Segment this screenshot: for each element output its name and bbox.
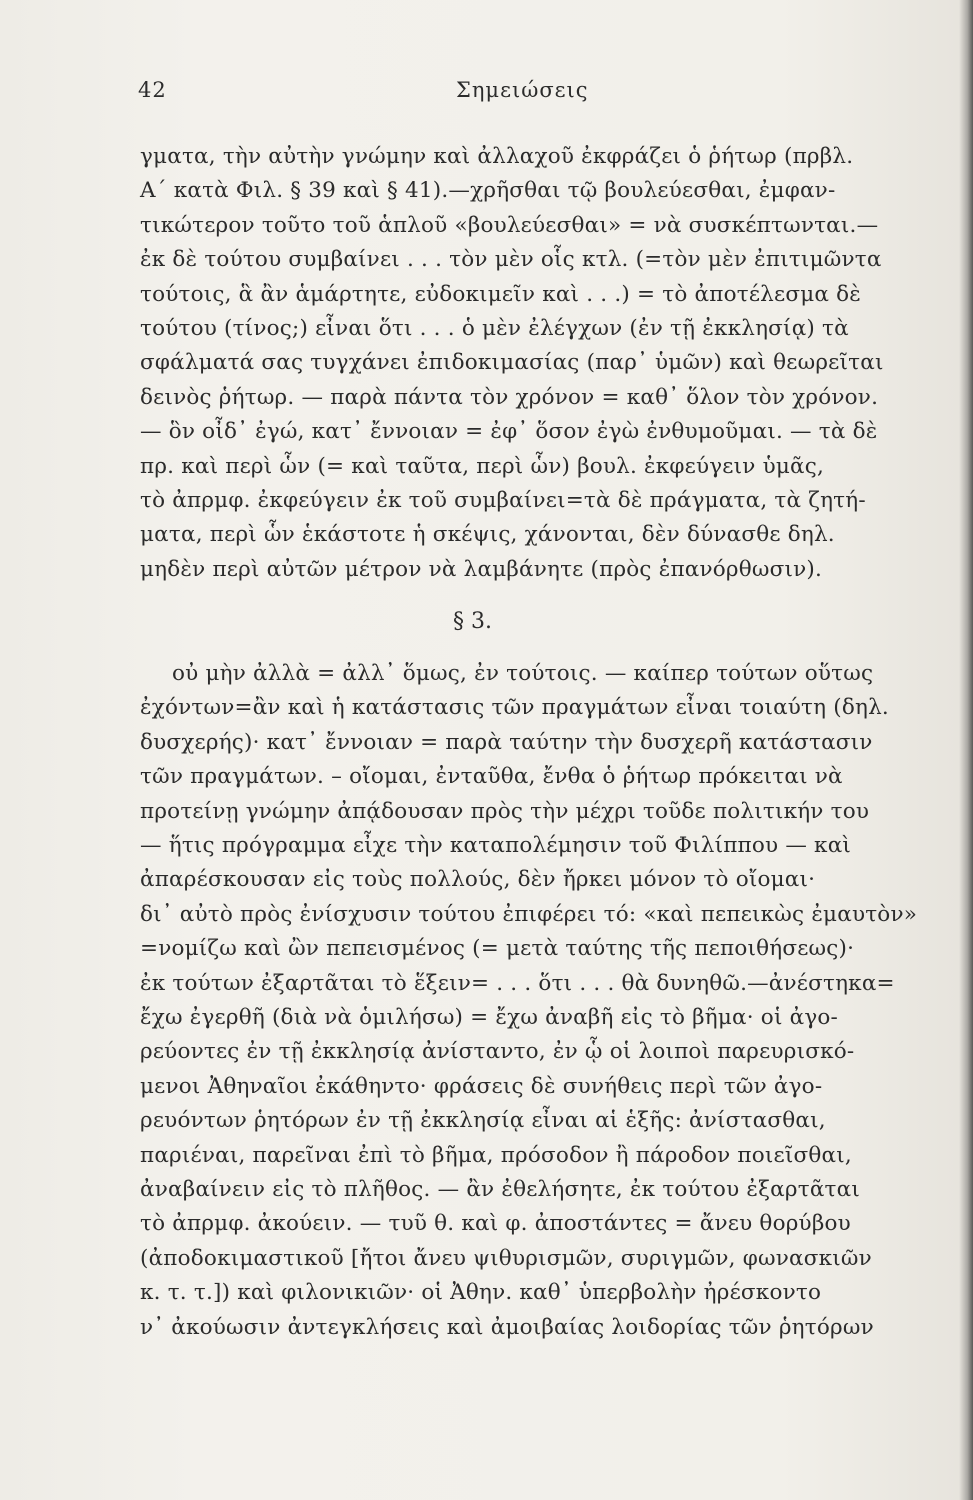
text-line: οὐ μὴν ἀλλὰ = ἀλλ᾽ ὅμως, ἐν τούτοις. — καίπερ τούτων οὕτως [172,661,874,687]
page-number: 42 [138,78,167,102]
text-line: ματα, περὶ ὧν ἑκάστοτε ἡ σκέψις, χάνονται, δὲν δύνασθε δηλ. [140,522,835,548]
text-line: παριέναι, παρεῖναι ἐπὶ τὸ βῆμα, πρόσοδον ἢ πάροδον ποιεῖσθαι, [140,1142,852,1168]
text-line: τικώτερον τοῦτο τοῦ ἁπλοῦ «βουλεύεσθαι» = νὰ συσκέπτωνται.— [140,212,879,238]
text-line: ἐκ δὲ τούτου συμβαίνει . . . τὸν μὲν οἷς κτλ. (=τὸν μὲν ἐπιτιμῶντα [140,247,882,273]
text-line: προτείνῃ γνώμην ἀπᾴδουσαν πρὸς τὴν μέχρι τοῦδε πολιτικήν του [140,798,870,824]
text-line: ν᾽ ἀκούωσιν ἀντεγκλήσεις καὶ ἀμοιβαίας λοιδορίας τῶν ῥητόρων [140,1314,874,1340]
text-line: ἀπαρέσκουσαν εἰς τοὺς πολλούς, δὲν ἤρκει μόνον τὸ οἴομαι· [140,867,816,893]
text-line: τούτοις, ἃ ἂν ἁμάρτητε, εὐδοκιμεῖν καὶ . . .) = τὸ ἀποτέλεσμα δὲ [140,281,862,307]
page-edge-shadow [959,0,973,1500]
text-line: γματα, τὴν αὐτὴν γνώμην καὶ ἀλλαχοῦ ἐκφράζει ὁ ῥήτωρ (πρβλ. [140,144,854,169]
paragraph-notes-continued [140,140,925,587]
text-line: =νομίζω καὶ ὢν πεπεισμένος (= μετὰ ταύτης τῆς πεποιθήσεως)· [140,936,855,962]
text-line: ἐκ τούτων ἐξαρτᾶται τὸ ἕξειν= . . . ὅτι . . . θὰ δυνηθῶ.—ἀνέστηκα= [140,970,895,996]
text-line: ἔχω ἐγερθῆ (διὰ νὰ ὁμιλήσω) = ἔχω ἀναβῆ εἰς τὸ βῆμα· οἱ ἀγο- [140,1004,838,1030]
text-line: δι᾽ αὐτὸ πρὸς ἐνίσχυσιν τούτου ἐπιφέρει τό: «καὶ πεπεικὼς ἐμαυτὸν» [140,901,918,927]
text-line: πρ. καὶ περὶ ὧν (= καὶ ταῦτα, περὶ ὧν) βουλ. ἐκφεύγειν ὑμᾶς, [140,453,825,479]
text-line: δεινὸς ῥήτωρ. — παρὰ πάντα τὸν χρόνον = καθ᾽ ὅλον τὸν χρόνον. [140,384,879,410]
text-line: μενοι Ἀθηναῖοι ἐκάθηντο· φράσεις δὲ συνήθεις περὶ τῶν ἀγο- [140,1073,823,1099]
page-body [140,140,925,1345]
page-header [138,78,928,112]
text-line: — ὃν οἶδ᾽ ἐγώ, κατ᾽ ἔννοιαν = ἐφ᾽ ὅσον ἐγὼ ἐνθυμοῦμαι. — τὰ δὲ [140,419,878,445]
text-line: τῶν πραγμάτων. – οἴομαι, ἐνταῦθα, ἔνθα ὁ ῥήτωρ πρόκειται νὰ [140,764,843,790]
text-line: τὸ ἀπρμφ. ἐκφεύγειν ἐκ τοῦ συμβαίνει=τὰ δὲ πράγματα, τὰ ζητή- [140,487,866,513]
text-line: τὸ ἀπρμφ. ἀκούειν. — τυῦ θ. καὶ φ. ἀποστάντες = ἄνευ θορύβου [140,1211,851,1237]
text-line: σφάλματά σας τυγχάνει ἐπιδοκιμασίας (παρ᾽ ὑμῶν) καὶ θεωρεῖται [140,350,884,376]
text-line: ρευόντων ῥητόρων ἐν τῇ ἐκκλησίᾳ εἶναι αἱ ἑξῆς: ἀνίστασθαι, [140,1108,826,1134]
text-line: ἐχόντων=ἂν καὶ ἡ κατάστασις τῶν πραγμάτων εἶναι τοιαύτη (δηλ. [140,695,889,721]
running-title: Σημειώσεις [456,78,589,102]
section-heading: § 3. [453,609,492,635]
text-line: κ. τ. τ.]) καὶ φιλονικιῶν· οἱ Ἀθην. καθ᾽ ὑπερβολὴν ἠρέσκοντο [140,1280,822,1306]
text-line: μηδὲν περὶ αὐτῶν μέτρον νὰ λαμβάνητε (πρὸς ἐπανόρθωσιν). [140,556,823,582]
text-line: ρεύοντες ἐν τῇ ἐκκλησίᾳ ἀνίσταντο, ἐν ᾧ οἱ λοιποὶ παρευρισκό- [140,1039,855,1065]
text-line: — ἥτις πρόγραμμα εἶχε τὴν καταπολέμησιν τοῦ Φιλίππου — καὶ [140,833,852,859]
text-line: Α΄ κατὰ Φιλ. § 39 καὶ § 41).—χρῆσθαι τῷ βουλεύεσθαι, ἐμφαν- [140,178,836,204]
text-line: τούτου (τίνος;) εἶναι ὅτι . . . ὁ μὲν ἐλέγχων (ἐν τῇ ἐκκλησίᾳ) τὰ [140,315,849,341]
text-line: δυσχερής)· κατ᾽ ἔννοιαν = παρὰ ταύτην τὴν δυσχερῆ κατάστασιν [140,729,873,755]
text-line: (ἀποδοκιμαστικοῦ [ἤτοι ἄνευ ψιθυρισμῶν, συριγμῶν, φωνασκιῶν [140,1245,872,1271]
text-line: ἀναβαίνειν εἰς τὸ πλῆθος. — ἂν ἐθελήσητε, ἐκ τούτου ἐξαρτᾶται [140,1176,860,1202]
paragraph-section-3 [140,657,925,1345]
